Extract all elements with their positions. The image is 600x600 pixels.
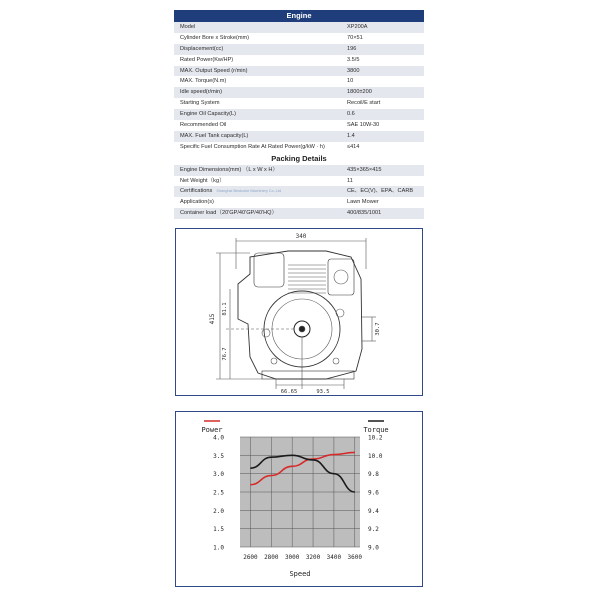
right-tick-label: 9.0 <box>368 544 379 552</box>
bolt <box>333 358 339 364</box>
row-value: 3800 <box>347 67 360 74</box>
packing-table-title: Packing Details <box>174 153 424 165</box>
table-row <box>174 33 424 44</box>
row-label: Specific Fuel Consumption Rate At Rated Power(g/kW · h) <box>180 143 325 150</box>
left-axis-ticks <box>213 435 224 552</box>
table-row <box>174 87 424 98</box>
left-tick-label: 1.5 <box>213 526 224 534</box>
table-row <box>174 142 424 153</box>
table-row <box>174 55 424 66</box>
dim-label-340: 340 <box>295 233 307 240</box>
dim-label-93: 93.5 <box>316 389 330 395</box>
row-label: Starting System <box>180 100 220 107</box>
row-value: XP200A <box>347 24 368 30</box>
watermark-note: Shanghai Bestcolor Machinery Co.,Ltd <box>216 189 282 194</box>
row-value: 70×51 <box>347 34 363 41</box>
dim-label-30: 30.7 <box>375 322 381 336</box>
table-row <box>174 186 424 197</box>
row-value: 196 <box>347 45 357 52</box>
table-row <box>174 208 424 219</box>
row-label: Rated Power(Kw/HP) <box>180 56 234 63</box>
left-axis-label: Power <box>201 426 223 434</box>
row-label: MAX. Fuel Tank capacity(L) <box>180 132 249 139</box>
row-value: ≤414 <box>347 143 360 150</box>
row-value: 0.6 <box>347 111 355 118</box>
left-tick-label: 1.0 <box>213 544 224 552</box>
row-label: Displacement(cc) <box>180 45 224 52</box>
row-value: 10 <box>347 78 354 85</box>
shaft-center <box>299 326 305 332</box>
x-tick-label: 2800 <box>264 554 279 561</box>
row-label: Net Weight（kg） <box>180 177 225 184</box>
engine-table-title: Engine <box>174 10 424 22</box>
bolt <box>271 358 277 364</box>
x-tick-label: 3200 <box>305 554 321 561</box>
bolt <box>262 329 270 337</box>
row-label: Model <box>180 24 196 30</box>
row-label: Application(s) <box>180 199 214 206</box>
dim-label-415: 415 <box>209 313 216 325</box>
x-tick-label: 3400 <box>326 554 342 561</box>
right-tick-label: 9.8 <box>368 471 379 479</box>
left-tick-label: 2.5 <box>213 489 224 497</box>
row-value: Lawn Mower <box>347 199 379 206</box>
table-row <box>174 120 424 131</box>
row-label-group <box>174 186 347 197</box>
table-row <box>174 109 424 120</box>
table-row <box>174 131 424 142</box>
packing-rows <box>174 165 424 219</box>
row-value: SAE 10W-30 <box>347 122 380 129</box>
left-tick-label: 2.0 <box>213 507 224 515</box>
spec-table <box>174 10 424 219</box>
row-label: Idle speed(r/min) <box>180 89 222 96</box>
row-label: Recommended Oil <box>180 122 227 129</box>
table-row <box>174 22 424 33</box>
air-filter-shape <box>328 259 354 295</box>
engine-drawing-panel <box>175 228 423 396</box>
table-row <box>174 98 424 109</box>
table-row <box>174 197 424 208</box>
left-tick-label: 3.0 <box>213 471 224 479</box>
row-value: 11 <box>347 177 353 184</box>
row-value: CE、EC(V)、EPA、CARB <box>347 188 414 195</box>
right-axis-label: Torque <box>363 426 389 434</box>
row-value: 1800±200 <box>347 89 372 96</box>
x-tick-label: 3000 <box>284 554 300 561</box>
x-axis-label: Speed <box>289 570 311 578</box>
row-label: Engine Oil Capacity(L) <box>180 111 236 118</box>
row-value: 435×365×415 <box>347 166 382 173</box>
right-tick-label: 10.0 <box>368 452 383 460</box>
x-axis-ticks <box>243 554 362 561</box>
engine-drawing <box>176 229 422 395</box>
carb-circle <box>334 270 348 284</box>
right-tick-label: 10.2 <box>368 434 383 442</box>
performance-chart-panel <box>175 411 423 587</box>
right-tick-label: 9.2 <box>368 526 379 534</box>
dim-label-81: 81.1 <box>222 302 228 316</box>
row-value: Recoil/E start <box>347 100 381 107</box>
row-label: Certifications <box>180 188 213 195</box>
table-row <box>174 66 424 77</box>
row-value: 3.5/5 <box>347 56 360 63</box>
performance-chart <box>176 412 422 586</box>
right-tick-label: 9.4 <box>368 507 379 515</box>
row-value: 1.4 <box>347 132 355 139</box>
left-tick-label: 3.5 <box>213 452 224 460</box>
x-tick-label: 3600 <box>347 554 363 561</box>
right-axis-ticks <box>368 435 383 552</box>
row-label: Engine Dimensions(mm) （L x W x H） <box>180 166 279 173</box>
cylinder-fins <box>288 265 326 293</box>
dim-label-76: 76.7 <box>222 347 228 361</box>
bolt <box>336 309 344 317</box>
row-label: Container load（20'GP/40'GP/40'HQ） <box>180 210 278 217</box>
table-row <box>174 165 424 176</box>
row-value: 400/835/1001 <box>347 210 382 217</box>
left-tick-label: 4.0 <box>213 434 224 442</box>
fuel-tank-shape <box>254 253 284 287</box>
table-row <box>174 176 424 187</box>
table-row <box>174 76 424 87</box>
x-tick-label: 2600 <box>243 554 258 561</box>
table-row <box>174 44 424 55</box>
row-label: MAX. Torque(N.m) <box>180 78 227 85</box>
row-label: Cylinder Bore x Stroke(mm) <box>180 34 250 41</box>
dim-label-66: 66.65 <box>280 389 298 395</box>
engine-rows <box>174 22 424 153</box>
right-tick-label: 9.6 <box>368 489 379 497</box>
row-label: MAX. Output Speed (r/min) <box>180 67 248 74</box>
